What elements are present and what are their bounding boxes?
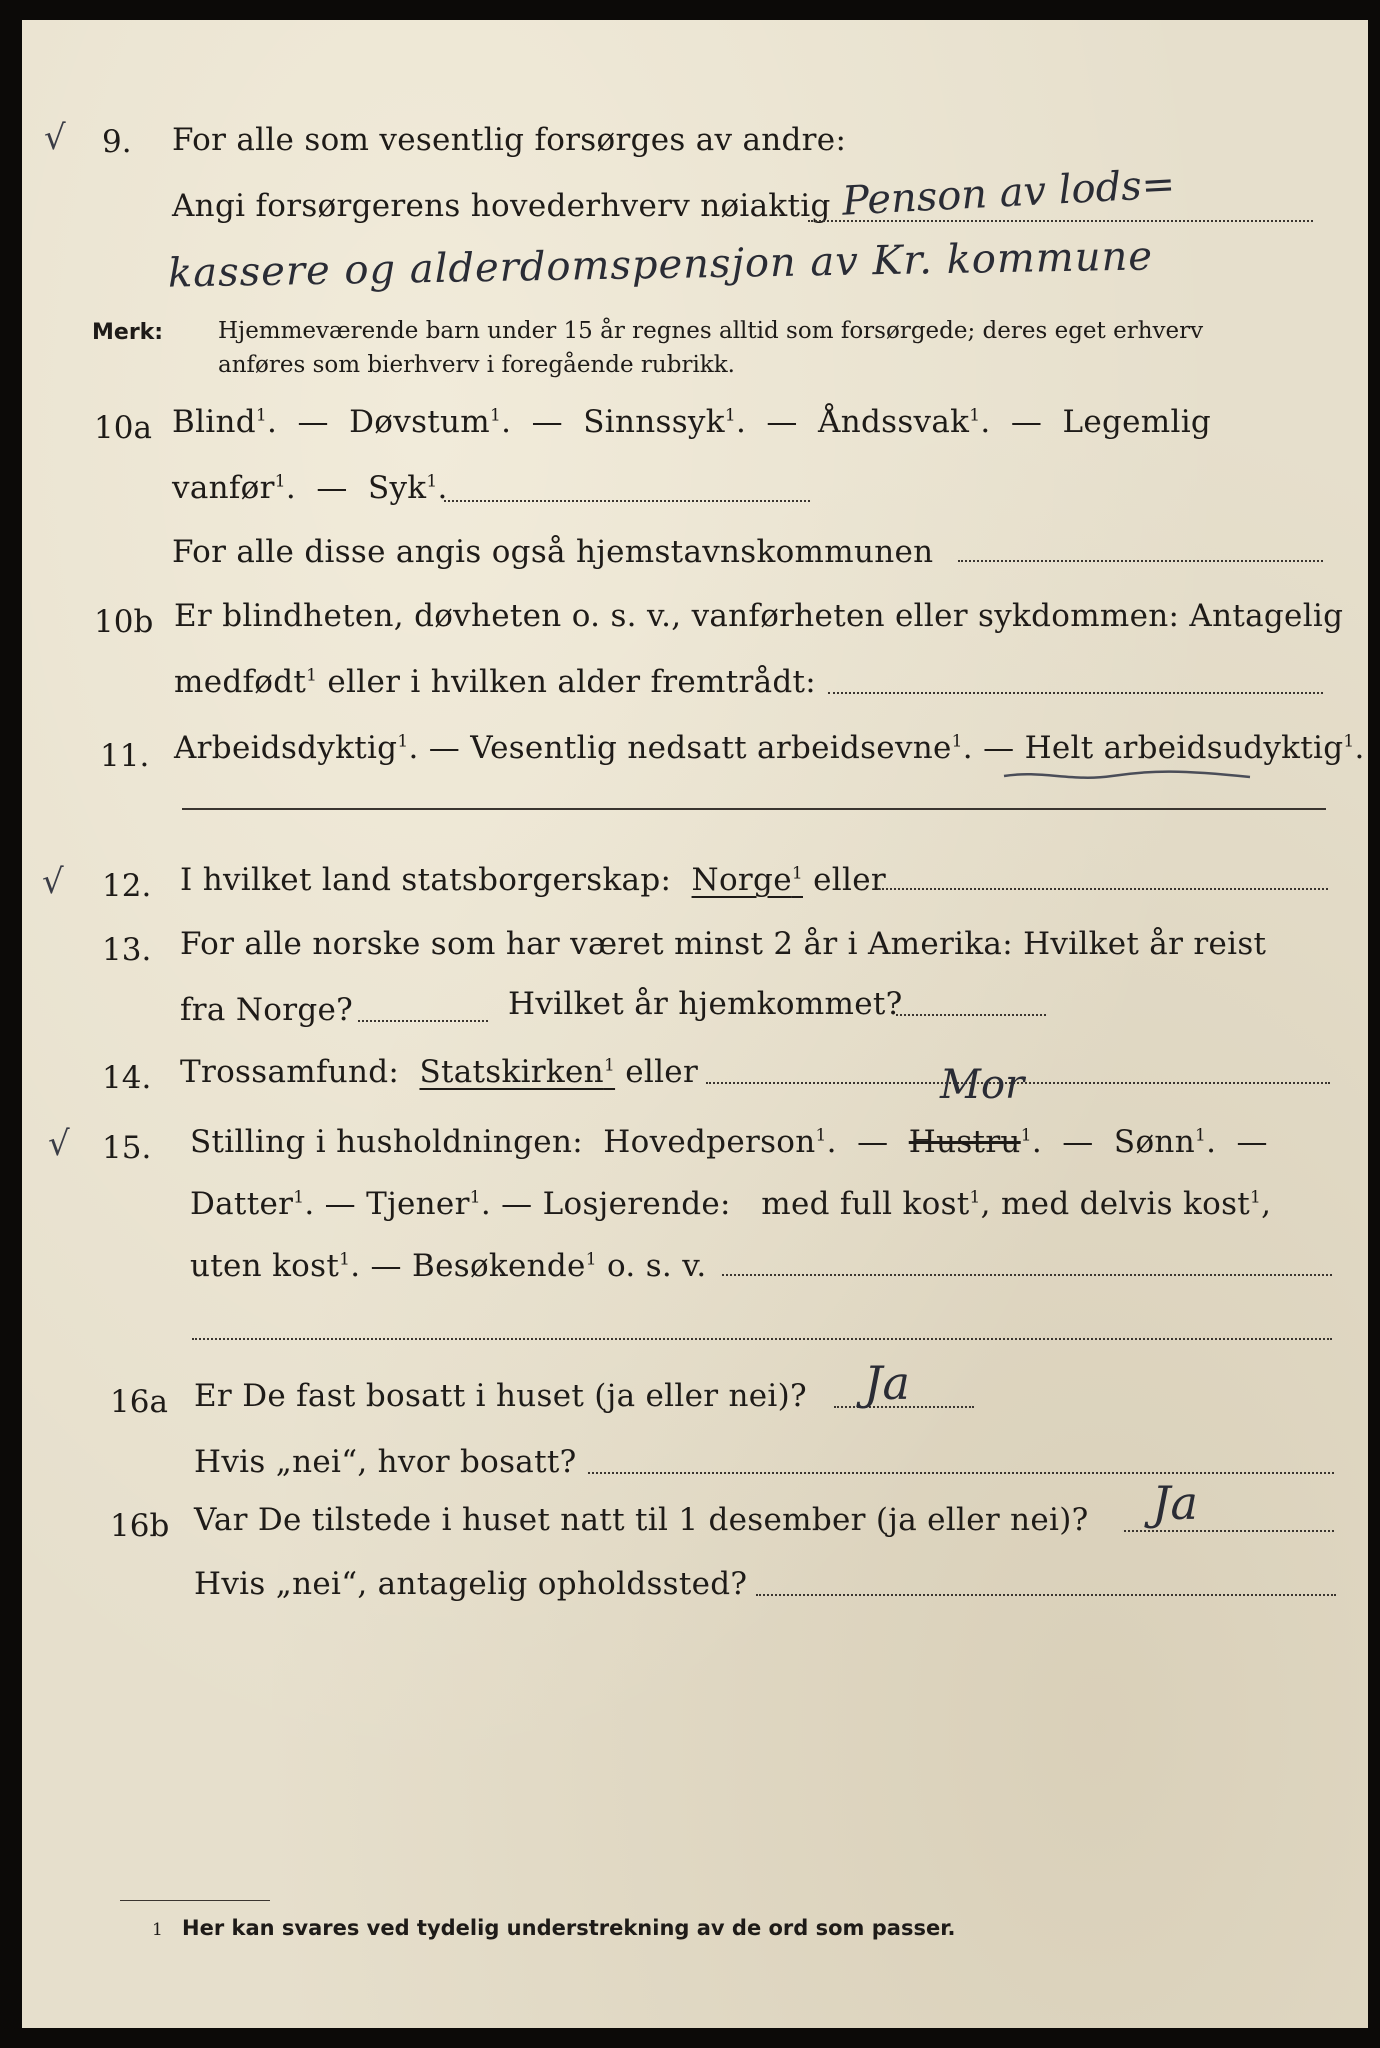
merk-label: Merk: [92,320,164,345]
q10a-number: 10a [94,410,152,446]
q13-line2a: fra Norge? [180,992,354,1028]
q11-number: 11. [100,738,150,774]
option-hustru[interactable]: Hustru [908,1124,1021,1160]
q16b-answer-line[interactable] [1124,1530,1334,1532]
q9-handwriting-2: kassere og alderdomspensjon av Kr. kommune [167,233,1154,297]
q15-line1: Stilling i husholdningen: Hovedperson$^1$. — Hustru$^1$. — Sønn$^1$. — [190,1124,1268,1160]
q9-handwriting-1: Penson av lods= [841,161,1177,225]
q10b-answer-line[interactable] [828,692,1323,694]
q9-number: 9. [102,124,132,160]
option-nedsatt[interactable]: Vesentlig nedsatt arbeidsevne$^1$. [470,730,973,766]
q16a-bosatt-line[interactable] [588,1472,1334,1474]
q13-line2b: Hvilket år hjemkommet? [508,986,903,1022]
q14-number: 14. [102,1060,152,1096]
q16b-line1: Var De tilstede i huset natt til 1 desember (ja eller nei)? [194,1502,1089,1538]
q16b-line2: Hvis „nei“, antagelig opholdssted? [194,1566,748,1602]
option-dovstum[interactable]: Døvstum$^1$. [349,404,512,440]
option-med-full-kost[interactable]: med full kost$^1$, [761,1186,991,1222]
q16a-answer: Ja [864,1356,910,1410]
option-med-delvis-kost[interactable]: med delvis kost$^1$, [1000,1186,1272,1222]
option-legemlig[interactable]: Legemlig [1062,404,1212,440]
option-besokende[interactable]: Besøkende$^1$ [412,1248,597,1284]
q14-line: Trossamfund: Statskirken$^1$ eller [180,1054,699,1090]
q12-answer-line[interactable] [878,888,1328,890]
q15-extra-line[interactable] [192,1338,1332,1340]
q16b-opholdssted-line[interactable] [756,1594,1336,1596]
q15-number: 15. [102,1130,152,1166]
q13-hjemkommet-line[interactable] [896,1014,1046,1016]
q9-line2: Angi forsørgerens hovederhverv nøiaktig [172,188,831,224]
option-helt-arbeidsudyktig[interactable]: Helt arbeidsudyktig$^1$. [1024,730,1365,766]
q16b-answer: Ja [1152,1476,1198,1530]
option-arbeidsdyktig[interactable]: Arbeidsdyktig$^1$. [174,730,419,766]
q11-rule [182,808,1326,810]
q12-line: I hvilket land statsborgerskap: Norge$^1$ eller [180,862,886,898]
q9-line1: For alle som vesentlig forsørges av andre: [172,122,847,158]
option-datter[interactable]: Datter$^1$. [190,1186,315,1222]
q16b-number: 16b [110,1508,170,1544]
q15-line3: uten kost$^1$. — Besøkende$^1$ o. s. v. [190,1248,707,1284]
check-mark-icon: √ [44,118,66,158]
option-blind[interactable]: Blind$^1$. [172,404,278,440]
check-mark-icon: √ [48,1124,70,1164]
q12-number: 12. [102,868,152,904]
option-sonn[interactable]: Sønn$^1$. [1113,1124,1217,1160]
footnote-rule [120,1900,270,1901]
option-hovedperson[interactable]: Hovedperson$^1$. [603,1124,837,1160]
census-form-page [22,20,1368,2028]
q10a-kommune-line[interactable] [958,560,1323,562]
q10a-syk-line[interactable] [444,500,810,502]
q13-number: 13. [102,932,152,968]
option-syk[interactable]: Syk$^1$. [367,470,448,506]
q10b-line2: medfødt$^1$ eller i hvilken alder fremtrådt: [174,664,817,700]
q10a-line3: For alle disse angis også hjemstavnskommunen [172,534,934,570]
q10b-number: 10b [94,604,154,640]
handwritten-underline [1002,768,1252,784]
merk-line1: Hjemmeværende barn under 15 år regnes alltid som forsørgede; deres eget erhverv [218,318,1204,344]
q16a-line1: Er De fast bosatt i huset (ja eller nei)? [194,1378,807,1414]
footnote-marker: 1 [152,1920,163,1940]
q15-answer-line[interactable] [722,1274,1332,1276]
q10a-line1: Blind$^1$. — Døvstum$^1$. — Sinnssyk$^1$. — Åndssvak$^1$. — Legemlig [172,404,1212,440]
option-tjener[interactable]: Tjener$^1$. [366,1186,491,1222]
q15-line2: Datter$^1$. — Tjener$^1$. — Losjerende: med full kost$^1$, med delvis kost$^1$, [190,1186,1272,1222]
check-mark-icon: √ [42,862,64,902]
q16a-number: 16a [110,1384,168,1420]
q10a-line2: vanfør$^1$. — Syk$^1$. [172,470,448,506]
option-vanfor[interactable]: vanfør$^1$. [172,470,296,506]
merk-line2: anføres som bierhverv i foregående rubrikk. [218,352,735,378]
footnote-text: Her kan svares ved tydelig understrekning av de ord som passer. [182,1916,956,1940]
option-andssvak[interactable]: Åndssvak$^1$. [818,404,991,440]
q16a-line2: Hvis „nei“, hvor bosatt? [194,1444,577,1480]
option-medfodt[interactable]: medfødt$^1$ [174,664,318,700]
option-sinnssyk[interactable]: Sinnssyk$^1$. [583,404,747,440]
q10b-line1: Er blindheten, døvheten o. s. v., vanførheten eller sykdommen: Antagelig [174,598,1344,634]
option-norge[interactable]: Norge$^1$ [691,862,803,898]
option-uten-kost[interactable]: uten kost$^1$. [190,1248,361,1284]
q13-line1: For alle norske som har været minst 2 år i Amerika: Hvilket år reist [180,926,1267,962]
q15-handwriting: Mor [940,1062,1025,1108]
option-statskirken[interactable]: Statskirken$^1$ [419,1054,616,1090]
q11-line: Arbeidsdyktig$^1$. — Vesentlig nedsatt arbeidsevne$^1$. — Helt arbeidsudyktig$^1$. [174,730,1365,766]
q13-reist-line[interactable] [358,1020,488,1022]
